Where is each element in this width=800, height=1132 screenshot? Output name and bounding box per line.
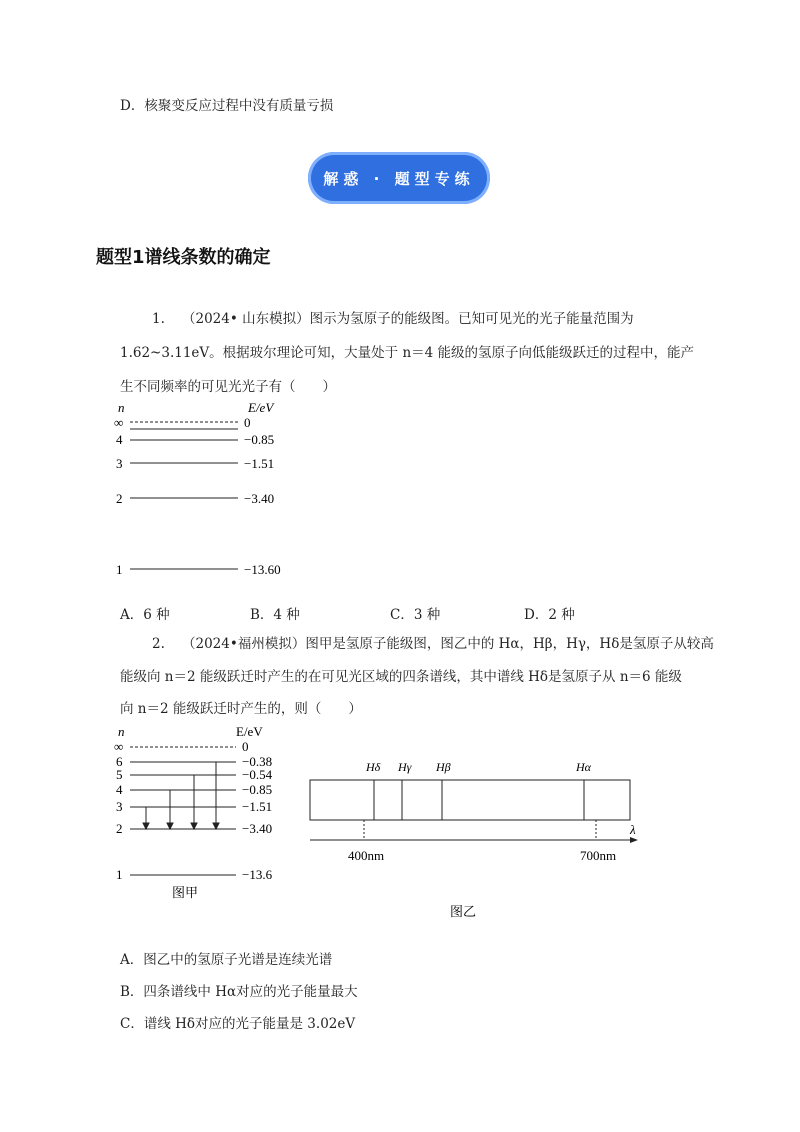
q2-caption-a: 图甲 <box>172 886 199 901</box>
q2-number: 2. <box>152 636 165 652</box>
q1-option-b[interactable]: B．4 种 <box>250 607 300 623</box>
q2-option-c[interactable]: C．谱线 Hδ对应的光子能量是 3.02eV <box>120 1016 356 1032</box>
q2-level-5-e: −0.54 <box>242 767 273 782</box>
q1-option-c[interactable]: C．3 种 <box>390 607 441 623</box>
q2-caption-b: 图乙 <box>450 905 477 920</box>
q2-line2: 能级向 n＝2 能级跃迁时产生的在可见光区域的四条谱线，其中谱线 Hδ是氢原子从 n＝6 能级 <box>120 669 682 685</box>
q1-level-3-n: 3 <box>116 456 123 471</box>
q1-line3: 生不同频率的可见光光子有（ ） <box>120 379 336 395</box>
q2-transition-arrows <box>143 762 219 829</box>
q2-line3: 向 n＝2 能级跃迁时产生的，则（ ） <box>120 701 362 717</box>
q2-axis-label: λ <box>630 822 636 837</box>
q1-number: 1. <box>152 311 165 327</box>
q2-level-inf-e: 0 <box>242 739 249 754</box>
q1-level-4-n: 4 <box>116 432 123 447</box>
q2-level-5-n: 5 <box>116 767 123 782</box>
q1-level-1-n: 1 <box>116 562 123 577</box>
section-banner: 解惑 · 题型专练 <box>308 152 490 204</box>
q2-option-b[interactable]: B．四条谱线中 Hα对应的光子能量最大 <box>120 984 358 1000</box>
q1-line1: （2024• 山东模拟）图示为氢原子的能级图。已知可见光的光子能量范围为 <box>182 311 634 327</box>
q2-level-4-n: 4 <box>116 782 123 797</box>
q1-level-inf-n: ∞ <box>114 415 124 430</box>
q2-level-2-n: 2 <box>116 821 123 836</box>
q1-option-d[interactable]: D．2 种 <box>524 607 575 623</box>
q2-level-1-e: −13.6 <box>242 867 273 882</box>
q2-level-3-e: −1.51 <box>242 799 273 814</box>
q2-arrowhead-4-2 <box>167 823 173 829</box>
section-heading: 题型1谱线条数的确定 <box>96 247 271 268</box>
q2-level-3-n: 3 <box>116 799 123 814</box>
q2-label-hgamma: Hγ <box>398 760 412 774</box>
q2-arrowhead-5-2 <box>191 823 197 829</box>
q2-label-hbeta: Hβ <box>436 760 451 774</box>
q2-tick-label-700: 700nm <box>580 848 617 863</box>
q2-spectrum-box <box>310 780 630 820</box>
q2-level-6-e: −0.38 <box>242 754 273 769</box>
q2-level-1-n: 1 <box>116 867 123 882</box>
q1-level-3-e: −1.51 <box>244 456 275 471</box>
q2-energy-diagram <box>110 722 300 902</box>
q2-arrowhead-3-2 <box>143 823 149 829</box>
q2-option-a[interactable]: A．图乙中的氢原子光谱是连续光谱 <box>120 952 333 968</box>
q1-level-2-e: −3.40 <box>244 491 275 506</box>
q2-level-2-e: −3.40 <box>242 821 273 836</box>
q1-level-2-n: 2 <box>116 491 123 506</box>
q2-tick-label-400: 400nm <box>348 848 385 863</box>
q2-label-halpha: Hα <box>576 760 591 774</box>
q1-level-4-e: −0.85 <box>244 432 275 447</box>
q1-e-label: E/eV <box>248 400 274 415</box>
q2-arrowhead-6-2 <box>213 823 219 829</box>
q2-spectrum-diagram <box>300 752 650 922</box>
option-d-previous: D．核聚变反应过程中没有质量亏损 <box>120 98 334 114</box>
q1-n-label: n <box>118 400 125 415</box>
q2-level-inf-n: ∞ <box>114 739 124 754</box>
q2-level-6-n: 6 <box>116 754 123 769</box>
q2-line1: （2024•福州模拟）图甲是氢原子能级图，图乙中的 Hα，Hβ，Hγ，Hδ是氢原子从较高 <box>182 636 714 652</box>
q1-option-a[interactable]: A．6 种 <box>120 607 170 623</box>
q1-energy-diagram <box>110 396 310 586</box>
q1-line2: 1.62~3.11eV。根据玻尔理论可知，大量处于 n＝4 能级的氢原子向低能级跃迁的过程中，能产 <box>120 345 695 361</box>
q1-level-1-e: −13.60 <box>244 562 281 577</box>
q1-level-inf-e: 0 <box>244 415 251 430</box>
q2-n-label: n <box>118 724 125 739</box>
q2-e-label: E/eV <box>236 724 263 739</box>
q2-axis-arrowhead <box>630 837 638 843</box>
q2-level-4-e: −0.85 <box>242 782 273 797</box>
q2-label-hdelta: Hδ <box>366 760 381 774</box>
